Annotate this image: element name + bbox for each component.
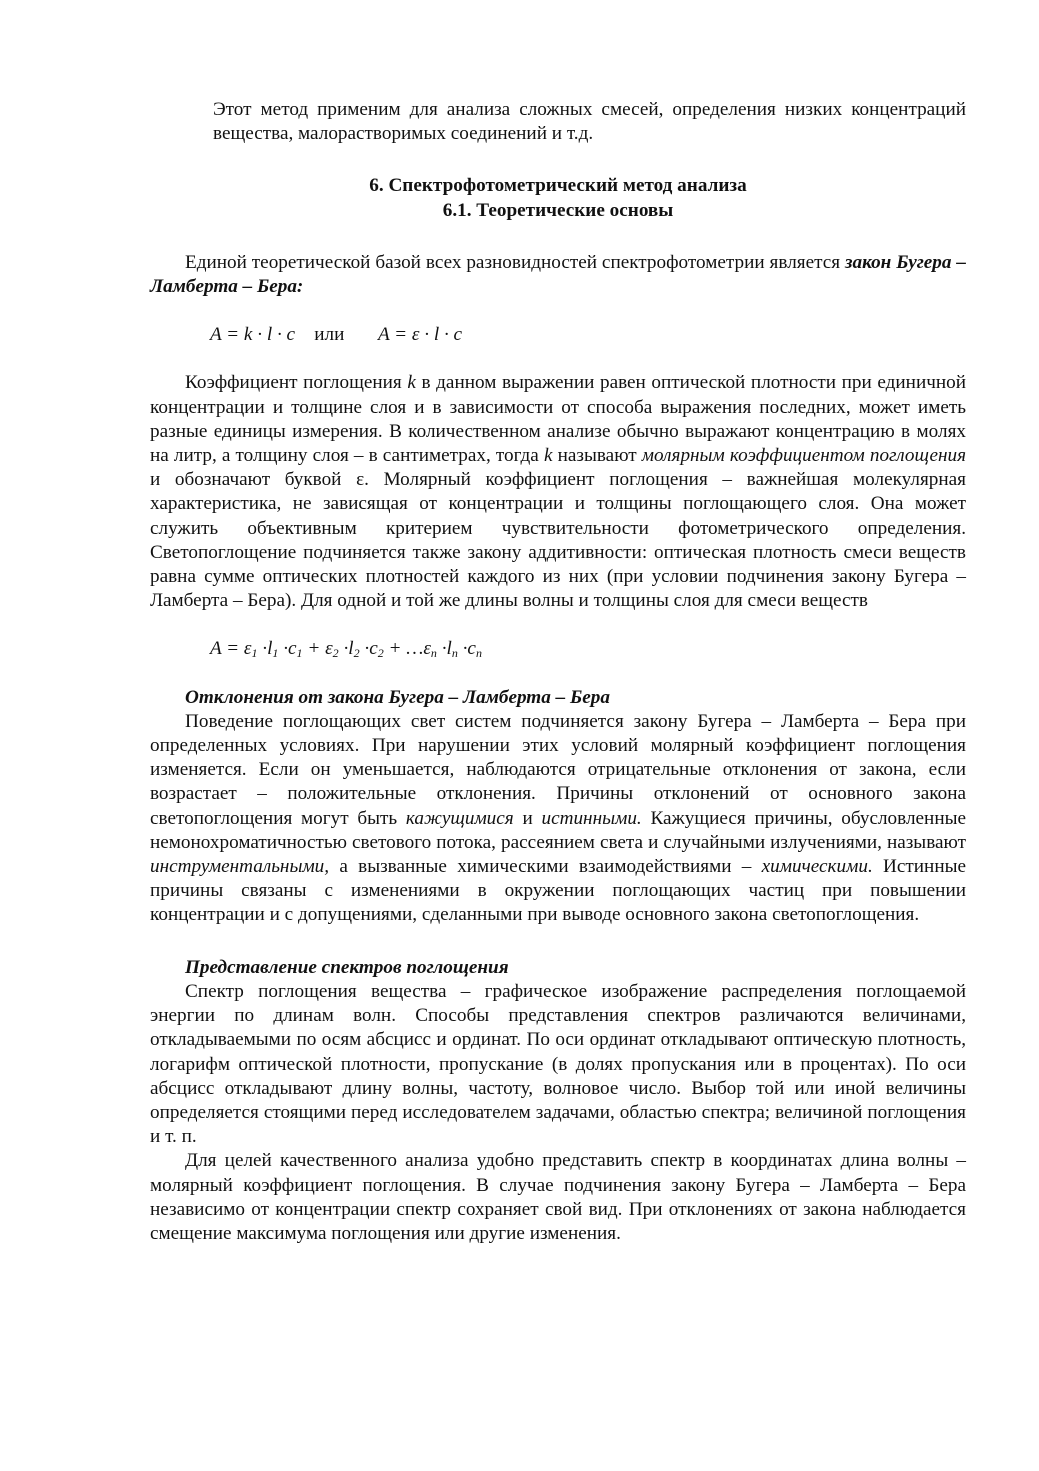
f2-sub: n bbox=[475, 646, 482, 661]
f2-sub: n bbox=[451, 646, 458, 661]
intro-paragraph: Этот метод применим для анализа сложных смесей, определения низких концентраций вещества, малорастворимых соединений и т.д. bbox=[213, 99, 966, 145]
f2-part: A = ε bbox=[210, 638, 252, 660]
coef-k-2: k bbox=[543, 445, 553, 467]
chapter-heading: 6. Спектрофотометрический метод анализа bbox=[369, 175, 747, 197]
coef-text-3: называют bbox=[552, 445, 642, 467]
deviations-paragraph bbox=[150, 710, 966, 928]
f2-sub: 2 bbox=[377, 646, 384, 661]
formula-left: A = k · l · c bbox=[210, 324, 296, 346]
deviations-heading: Отклонения от закона Бугера – Ламберта – Бера bbox=[185, 686, 610, 708]
formula-right: A = ε · l · c bbox=[377, 324, 463, 346]
f2-part: ·l bbox=[257, 638, 273, 660]
spacer bbox=[150, 662, 966, 686]
dev-text-3: а вызванные химическими взаимодействиями – bbox=[329, 856, 762, 878]
spacer bbox=[150, 928, 966, 956]
f2-part: ·l bbox=[338, 638, 354, 660]
dev-text-4: Истинные причины связаны с изменениями в окружении поглощающих частиц при повышении концентрации и с допущениями, сделанными при выводе основного закона светопоглощения. bbox=[150, 856, 966, 926]
f2-sub: 1 bbox=[251, 646, 258, 661]
law-name: закон Бугера – Ламберта – Бера: bbox=[150, 251, 967, 298]
f2-sub: 2 bbox=[353, 646, 360, 661]
spacer bbox=[150, 146, 966, 174]
f2-part: + …ε bbox=[383, 638, 431, 660]
spacer bbox=[150, 223, 966, 251]
spectra-paragraph-2: Для целей качественного анализа удобно представить спектр в координатах длина волны – молярный коэффициент поглощения. В случае подчинения закону Бугера – Ламберта – Бера независимо от концентрации спектр сохраняет свой вид. При отклонениях от закона наблюдается смещение максимума поглощения или другие изменения. bbox=[150, 1150, 966, 1244]
coef-text-4: и обозначают буквой ε. Молярный коэффициент поглощения – важнейшая молекулярная характеристика, не зависящая от концентрации и толщины поглощающего слоя. Она может служить объективным критерием чувствительности фотометрического определения. Светопоглощение подчиняется также закону аддитивности: оптическая плотность смеси веществ равна сумме оптических плотностей каждого из них (при условии подчинения закону Бугера – Ламберта – Бера). Для одной и той же длины волны и толщины слоя для смеси веществ bbox=[150, 469, 966, 612]
f2-part: ·c bbox=[278, 638, 297, 660]
basis-paragraph bbox=[150, 251, 966, 299]
dev-text-2: Кажущиеся причины, обусловленные немонохроматичностью светового потока, рассеянием света и случайными излучениями, называют bbox=[150, 807, 966, 853]
spectra-paragraph-1: Спектр поглощения вещества – графическое изображение распределения поглощаемой энергии по длинам волн. Способы представления спектров различаются величинами, откладываемыми по осям абсцисс и ординат. По оси ординат откладывают оптическую плотность, логарифм оптической плотности, пропускание (в долях пропускания или в процентах). По оси абсцисс откладывают длину волны, частоту, волновое число. Выбор той или иной величины определяется стоящими перед исследователем задачами, областью спектра; величиной поглощения и т. п. bbox=[150, 980, 966, 1148]
formula-beer-law bbox=[150, 323, 966, 347]
spacer bbox=[150, 613, 966, 637]
f2-sub: 2 bbox=[332, 646, 339, 661]
coef-text-1: Коэффициент поглощения bbox=[185, 372, 408, 394]
spacer bbox=[150, 299, 966, 323]
f2-sub: 1 bbox=[296, 646, 303, 661]
coef-term: молярным коэффициентом поглощения bbox=[641, 445, 966, 467]
f2-part: ·l bbox=[436, 638, 452, 660]
f2-sub: 1 bbox=[272, 646, 279, 661]
spacer bbox=[150, 347, 966, 371]
coef-k-1: k bbox=[407, 372, 416, 394]
dev-instrumental: инструментальными, bbox=[150, 856, 330, 878]
f2-part: ·c bbox=[457, 638, 476, 660]
f2-part: ·c bbox=[359, 638, 378, 660]
dev-text-1: Поведение поглощающих свет систем подчиняется закону Бугера – Ламберта – Бера при определенных условиях. При нарушении этих условий молярный коэффициент поглощения изменяется. Если он уменьшается, наблюдаются отрицательные отклонения от закона, если возрастает – положительные отклонения. Причины отклонений от основного закона светопоглощения могут быть bbox=[150, 710, 966, 829]
basis-text: Единой теоретической базой всех разновидностей спектрофотометрии является bbox=[185, 251, 845, 273]
formula-additivity bbox=[150, 637, 966, 661]
coefficient-paragraph bbox=[150, 371, 966, 613]
coef-text-2: в данном выражении равен оптической плотности при единичной концентрации и толщине слоя и в зависимости от способа выражения последних, может иметь разные единицы измерения. В количественном анализе обычно выражают концентрацию в молях на литр, а толщину слоя – в сантиметрах, тогда bbox=[150, 372, 966, 467]
dev-and: и bbox=[513, 807, 542, 829]
spectra-heading: Представление спектров поглощения bbox=[185, 956, 509, 978]
f2-part: + ε bbox=[302, 638, 333, 660]
document-page bbox=[150, 98, 966, 1246]
formula-or: или bbox=[314, 324, 345, 346]
dev-apparent: кажущимися bbox=[405, 807, 514, 829]
section-heading: 6.1. Теоретические основы bbox=[442, 199, 674, 221]
dev-chemical: химическими. bbox=[761, 856, 873, 878]
dev-true: истинными. bbox=[541, 807, 642, 829]
f2-sub: n bbox=[430, 646, 437, 661]
